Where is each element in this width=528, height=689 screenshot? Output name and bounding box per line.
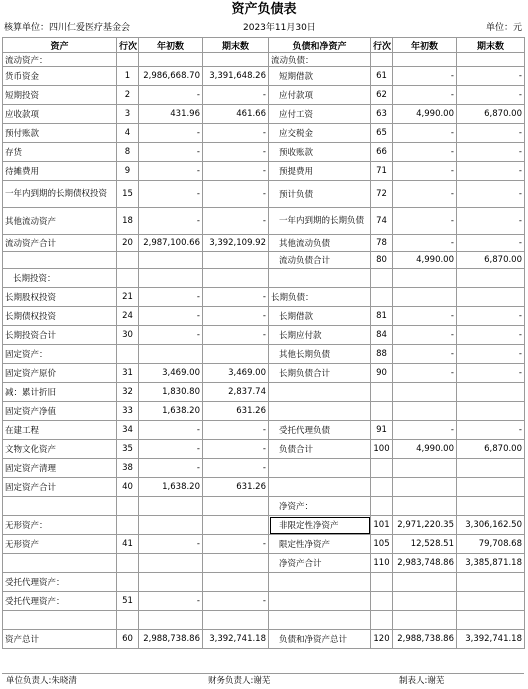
asset-name-cell[interactable]: 固定资产： <box>3 345 117 364</box>
liab-begin-cell[interactable]: - <box>393 86 457 105</box>
liab-begin-cell[interactable]: - <box>393 124 457 143</box>
table-row <box>3 573 525 592</box>
liab-begin-cell[interactable]: - <box>393 326 457 345</box>
liab-begin-cell[interactable] <box>393 269 457 288</box>
liab-end-cell[interactable] <box>457 402 525 421</box>
liab-begin-cell[interactable]: 4,990.00 <box>393 105 457 124</box>
asset-end-cell[interactable] <box>203 611 269 630</box>
asset-name-cell[interactable] <box>3 497 117 516</box>
liab-line-no-cell[interactable] <box>371 478 393 497</box>
asset-begin-cell[interactable]: 1,830.80 <box>139 383 203 402</box>
asset-begin-cell[interactable]: 2,986,668.70 <box>139 67 203 86</box>
liab-end-cell[interactable] <box>457 459 525 478</box>
asset-begin-cell[interactable]: 3,469.00 <box>139 364 203 383</box>
asset-line-no-cell[interactable]: 31 <box>117 364 139 383</box>
liab-end-cell[interactable] <box>457 288 525 307</box>
liab-begin-cell[interactable] <box>393 497 457 516</box>
asset-begin-cell[interactable] <box>139 611 203 630</box>
liab-line-no-cell[interactable]: 90 <box>371 364 393 383</box>
footer-divider <box>2 673 524 674</box>
unit-head-signature: 单位负责人:朱晓清 <box>6 676 77 686</box>
liab-end-cell[interactable] <box>457 383 525 402</box>
asset-line-no-cell[interactable]: 60 <box>117 630 139 649</box>
table-row <box>3 53 525 67</box>
asset-end-cell[interactable]: 631.26 <box>203 402 269 421</box>
asset-end-cell[interactable]: 3,392,741.18 <box>203 630 269 649</box>
asset-begin-cell[interactable]: - <box>139 459 203 478</box>
liab-name-cell[interactable]: 预收账款 <box>269 143 371 162</box>
liab-line-no-cell[interactable]: 61 <box>371 67 393 86</box>
liab-begin-cell[interactable]: - <box>393 181 457 208</box>
liab-begin-cell[interactable]: - <box>393 143 457 162</box>
liab-begin-cell[interactable]: - <box>393 235 457 252</box>
liab-end-cell[interactable]: 6,870.00 <box>457 440 525 459</box>
asset-line-no-cell[interactable]: 40 <box>117 478 139 497</box>
asset-begin-cell[interactable] <box>139 516 203 535</box>
asset-end-cell[interactable] <box>203 573 269 592</box>
col-header-line-no[interactable]: 行次 <box>117 38 139 53</box>
asset-line-no-cell[interactable]: 4 <box>117 124 139 143</box>
asset-line-no-cell[interactable]: 2 <box>117 86 139 105</box>
liab-end-cell[interactable] <box>457 269 525 288</box>
table-row <box>3 124 525 143</box>
liab-end-cell[interactable]: - <box>457 345 525 364</box>
asset-name-cell[interactable]: 在建工程 <box>3 421 117 440</box>
liab-begin-cell[interactable] <box>393 611 457 630</box>
currency-unit: 单位：元 <box>485 23 522 33</box>
liab-name-cell[interactable] <box>269 383 371 402</box>
asset-begin-cell[interactable]: 1,638.20 <box>139 478 203 497</box>
liab-line-no-cell[interactable] <box>371 402 393 421</box>
liab-name-cell[interactable]: 应交税金 <box>269 124 371 143</box>
asset-end-cell[interactable] <box>203 269 269 288</box>
liab-begin-cell[interactable]: 2,971,220.35 <box>393 516 457 535</box>
liab-line-no-cell[interactable]: 65 <box>371 124 393 143</box>
asset-begin-cell[interactable] <box>139 53 203 67</box>
col-header-begin-2[interactable]: 年初数 <box>393 38 457 53</box>
liab-line-no-cell[interactable] <box>371 288 393 307</box>
table-row <box>3 288 525 307</box>
asset-name-cell[interactable]: 预付账款 <box>3 124 117 143</box>
asset-end-cell[interactable]: - <box>203 459 269 478</box>
table-row <box>3 421 525 440</box>
liab-end-cell[interactable]: 3,306,162.50 <box>457 516 525 535</box>
liab-end-cell[interactable]: - <box>457 326 525 345</box>
liab-name-cell[interactable]: 长期负债合计 <box>269 364 371 383</box>
table-row <box>3 592 525 611</box>
asset-begin-cell[interactable]: - <box>139 421 203 440</box>
asset-line-no-cell[interactable]: 34 <box>117 421 139 440</box>
liab-line-no-cell[interactable]: 74 <box>371 208 393 235</box>
liab-name-cell[interactable] <box>269 459 371 478</box>
table-row <box>3 162 525 181</box>
liab-end-cell[interactable]: 6,870.00 <box>457 105 525 124</box>
liab-end-cell[interactable]: - <box>457 143 525 162</box>
asset-begin-cell[interactable] <box>139 573 203 592</box>
asset-end-cell[interactable]: - <box>203 592 269 611</box>
table-row <box>3 105 525 124</box>
table-row <box>3 535 525 554</box>
table-row <box>3 630 525 649</box>
liab-name-cell[interactable]: 其他流动负债 <box>269 235 371 252</box>
asset-line-no-cell[interactable] <box>117 516 139 535</box>
liab-name-cell[interactable]: 预计负债 <box>269 181 371 208</box>
liab-name-cell[interactable] <box>269 592 371 611</box>
asset-begin-cell[interactable]: - <box>139 535 203 554</box>
liab-line-no-cell[interactable]: 105 <box>371 535 393 554</box>
liab-begin-cell[interactable]: - <box>393 307 457 326</box>
asset-name-cell[interactable]: 资产总计 <box>3 630 117 649</box>
liab-begin-cell[interactable]: - <box>393 162 457 181</box>
liab-line-no-cell[interactable]: 120 <box>371 630 393 649</box>
table-row <box>3 402 525 421</box>
table-row <box>3 364 525 383</box>
liab-line-no-cell[interactable]: 78 <box>371 235 393 252</box>
liab-begin-cell[interactable]: 2,988,738.86 <box>393 630 457 649</box>
table-row <box>3 181 525 208</box>
liab-begin-cell[interactable] <box>393 573 457 592</box>
asset-begin-cell[interactable] <box>139 554 203 573</box>
liab-begin-cell[interactable]: 12,528.51 <box>393 535 457 554</box>
liab-name-cell[interactable]: 应付款项 <box>269 86 371 105</box>
liab-end-cell[interactable]: - <box>457 307 525 326</box>
col-header-assets[interactable]: 资产 <box>3 38 117 53</box>
asset-line-no-cell[interactable]: 20 <box>117 235 139 252</box>
asset-end-cell[interactable] <box>203 516 269 535</box>
liab-end-cell[interactable]: 6,870.00 <box>457 252 525 269</box>
table-row <box>3 326 525 345</box>
asset-name-cell[interactable]: 一年内到期的长期债权投资 <box>3 181 117 208</box>
liab-end-cell[interactable] <box>457 53 525 67</box>
liab-line-no-cell[interactable]: 84 <box>371 326 393 345</box>
asset-name-cell[interactable]: 待摊费用 <box>3 162 117 181</box>
asset-end-cell[interactable]: - <box>203 162 269 181</box>
asset-end-cell[interactable] <box>203 554 269 573</box>
liab-line-no-cell[interactable] <box>371 497 393 516</box>
asset-end-cell[interactable] <box>203 497 269 516</box>
asset-end-cell[interactable] <box>203 252 269 269</box>
liab-name-cell[interactable] <box>269 402 371 421</box>
liab-name-cell[interactable]: 限定性净资产 <box>269 535 371 554</box>
asset-name-cell[interactable]: 其他流动资产 <box>3 208 117 235</box>
asset-name-cell[interactable]: 无形资产： <box>3 516 117 535</box>
liab-name-cell[interactable]: 应付工资 <box>269 105 371 124</box>
asset-begin-cell[interactable]: - <box>139 86 203 105</box>
liab-name-cell[interactable] <box>269 573 371 592</box>
asset-name-cell[interactable] <box>3 554 117 573</box>
table-row <box>3 459 525 478</box>
asset-begin-cell[interactable]: - <box>139 143 203 162</box>
liab-end-cell[interactable]: 3,392,741.18 <box>457 630 525 649</box>
asset-line-no-cell[interactable]: 51 <box>117 592 139 611</box>
asset-end-cell[interactable]: 461.66 <box>203 105 269 124</box>
asset-line-no-cell[interactable]: 33 <box>117 402 139 421</box>
liab-begin-cell[interactable] <box>393 288 457 307</box>
asset-name-cell[interactable]: 长期投资合计 <box>3 326 117 345</box>
liab-name-cell[interactable]: 长期借款 <box>269 307 371 326</box>
asset-line-no-cell[interactable]: 15 <box>117 181 139 208</box>
asset-begin-cell[interactable]: - <box>139 592 203 611</box>
balance-sheet-table <box>2 37 525 649</box>
asset-begin-cell[interactable]: 2,988,738.86 <box>139 630 203 649</box>
asset-end-cell[interactable]: - <box>203 307 269 326</box>
asset-end-cell[interactable]: - <box>203 535 269 554</box>
table-row <box>3 554 525 573</box>
asset-name-cell[interactable] <box>3 252 117 269</box>
liab-line-no-cell[interactable]: 100 <box>371 440 393 459</box>
asset-begin-cell[interactable]: - <box>139 288 203 307</box>
asset-line-no-cell[interactable] <box>117 252 139 269</box>
asset-line-no-cell[interactable]: 21 <box>117 288 139 307</box>
liab-end-cell[interactable] <box>457 592 525 611</box>
table-row <box>3 516 525 535</box>
asset-begin-cell[interactable]: - <box>139 307 203 326</box>
asset-begin-cell[interactable]: - <box>139 208 203 235</box>
liab-begin-cell[interactable]: - <box>393 345 457 364</box>
asset-name-cell[interactable]: 长期债权投资 <box>3 307 117 326</box>
asset-line-no-cell[interactable]: 41 <box>117 535 139 554</box>
asset-line-no-cell[interactable]: 9 <box>117 162 139 181</box>
table-row <box>3 86 525 105</box>
col-header-end-2[interactable]: 期末数 <box>457 38 525 53</box>
asset-name-cell[interactable]: 受托代理资产： <box>3 592 117 611</box>
asset-begin-cell[interactable]: 431.96 <box>139 105 203 124</box>
liab-begin-cell[interactable]: - <box>393 421 457 440</box>
asset-line-no-cell[interactable] <box>117 573 139 592</box>
liab-line-no-cell[interactable]: 81 <box>371 307 393 326</box>
asset-line-no-cell[interactable] <box>117 611 139 630</box>
liab-name-cell[interactable]: 负债合计 <box>269 440 371 459</box>
liab-begin-cell[interactable] <box>393 478 457 497</box>
asset-end-cell[interactable]: - <box>203 288 269 307</box>
report-title: 资产负债表 <box>231 2 297 17</box>
liab-end-cell[interactable]: - <box>457 235 525 252</box>
asset-line-no-cell[interactable]: 30 <box>117 326 139 345</box>
asset-line-no-cell[interactable]: 1 <box>117 67 139 86</box>
liab-begin-cell[interactable] <box>393 402 457 421</box>
asset-begin-cell[interactable]: - <box>139 326 203 345</box>
asset-line-no-cell[interactable] <box>117 497 139 516</box>
col-header-line-no-2[interactable]: 行次 <box>371 38 393 53</box>
col-header-begin[interactable]: 年初数 <box>139 38 203 53</box>
liab-line-no-cell[interactable]: 66 <box>371 143 393 162</box>
liab-line-no-cell[interactable]: 72 <box>371 181 393 208</box>
liab-end-cell[interactable] <box>457 573 525 592</box>
asset-begin-cell[interactable] <box>139 252 203 269</box>
asset-name-cell[interactable]: 长期股权投资 <box>3 288 117 307</box>
report-date: 2023年11月30日 <box>243 23 316 33</box>
col-header-liabilities[interactable]: 负债和净资产 <box>269 38 371 53</box>
liab-begin-cell[interactable]: - <box>393 208 457 235</box>
liab-line-no-cell[interactable]: 101 <box>371 516 393 535</box>
table-row <box>3 252 525 269</box>
asset-begin-cell[interactable] <box>139 345 203 364</box>
liab-line-no-cell[interactable] <box>371 573 393 592</box>
asset-line-no-cell[interactable] <box>117 554 139 573</box>
liab-begin-cell[interactable]: - <box>393 67 457 86</box>
liab-end-cell[interactable] <box>457 497 525 516</box>
liab-end-cell[interactable] <box>457 478 525 497</box>
table-row <box>3 307 525 326</box>
liab-end-cell[interactable]: 3,385,871.18 <box>457 554 525 573</box>
liab-begin-cell[interactable]: - <box>393 364 457 383</box>
asset-end-cell[interactable] <box>203 53 269 67</box>
liab-line-no-cell[interactable] <box>371 592 393 611</box>
liab-begin-cell[interactable] <box>393 459 457 478</box>
liab-name-cell[interactable]: 受托代理负债 <box>269 421 371 440</box>
asset-end-cell[interactable]: 3,469.00 <box>203 364 269 383</box>
liab-line-no-cell[interactable] <box>371 383 393 402</box>
table-row <box>3 383 525 402</box>
table-row <box>3 478 525 497</box>
asset-name-cell[interactable]: 长期投资： <box>3 269 117 288</box>
asset-name-cell[interactable]: 受托代理资产： <box>3 573 117 592</box>
liab-end-cell[interactable]: - <box>457 181 525 208</box>
liab-name-cell[interactable]: 净资产合计 <box>269 554 371 573</box>
liab-end-cell[interactable]: - <box>457 86 525 105</box>
asset-name-cell[interactable]: 固定资产原价 <box>3 364 117 383</box>
liab-name-cell[interactable]: 负债和净资产总计 <box>269 630 371 649</box>
finance-head-signature: 财务负责人:谢芜 <box>208 676 271 686</box>
liab-name-cell[interactable]: 流动负债合计 <box>269 252 371 269</box>
liab-end-cell[interactable]: - <box>457 364 525 383</box>
liab-name-cell[interactable]: 非限定性净资产 <box>269 516 371 535</box>
liab-end-cell[interactable]: - <box>457 162 525 181</box>
asset-name-cell[interactable]: 固定资产净值 <box>3 402 117 421</box>
asset-end-cell[interactable]: - <box>203 86 269 105</box>
liab-begin-cell[interactable] <box>393 383 457 402</box>
asset-end-cell[interactable]: - <box>203 208 269 235</box>
asset-begin-cell[interactable]: - <box>139 440 203 459</box>
liab-line-no-cell[interactable] <box>371 53 393 67</box>
asset-end-cell[interactable]: 2,837.74 <box>203 383 269 402</box>
asset-begin-cell[interactable]: - <box>139 181 203 208</box>
table-row <box>3 143 525 162</box>
table-row <box>3 440 525 459</box>
asset-begin-cell[interactable] <box>139 497 203 516</box>
asset-begin-cell[interactable]: - <box>139 162 203 181</box>
liab-end-cell[interactable]: - <box>457 421 525 440</box>
liab-name-cell[interactable]: 一年内到期的长期负债 <box>269 208 371 235</box>
liab-name-cell[interactable] <box>269 478 371 497</box>
asset-line-no-cell[interactable]: 32 <box>117 383 139 402</box>
liab-end-cell[interactable]: - <box>457 124 525 143</box>
asset-name-cell[interactable]: 流动资产合计 <box>3 235 117 252</box>
asset-begin-cell[interactable]: 2,987,100.66 <box>139 235 203 252</box>
liab-line-no-cell[interactable]: 88 <box>371 345 393 364</box>
asset-line-no-cell[interactable] <box>117 269 139 288</box>
liab-end-cell[interactable] <box>457 611 525 630</box>
asset-end-cell[interactable]: - <box>203 421 269 440</box>
table-row <box>3 208 525 235</box>
asset-line-no-cell[interactable]: 3 <box>117 105 139 124</box>
liab-name-cell[interactable] <box>269 269 371 288</box>
liab-line-no-cell[interactable] <box>371 269 393 288</box>
liab-line-no-cell[interactable]: 110 <box>371 554 393 573</box>
liab-line-no-cell[interactable]: 91 <box>371 421 393 440</box>
liab-name-cell[interactable]: 流动负债： <box>269 53 371 67</box>
liab-end-cell[interactable]: - <box>457 67 525 86</box>
liab-begin-cell[interactable] <box>393 592 457 611</box>
asset-end-cell[interactable]: 3,392,109.92 <box>203 235 269 252</box>
asset-name-cell[interactable]: 无形资产 <box>3 535 117 554</box>
asset-line-no-cell[interactable]: 18 <box>117 208 139 235</box>
asset-end-cell[interactable]: 3,391,648.26 <box>203 67 269 86</box>
liab-line-no-cell[interactable]: 62 <box>371 86 393 105</box>
liab-line-no-cell[interactable] <box>371 459 393 478</box>
asset-name-cell[interactable]: 短期投资 <box>3 86 117 105</box>
asset-end-cell[interactable]: - <box>203 440 269 459</box>
asset-name-cell[interactable]: 货币资金 <box>3 67 117 86</box>
asset-line-no-cell[interactable]: 8 <box>117 143 139 162</box>
table-header-row <box>3 38 525 53</box>
liab-line-no-cell[interactable]: 71 <box>371 162 393 181</box>
table-row <box>3 67 525 86</box>
asset-begin-cell[interactable]: 1,638.20 <box>139 402 203 421</box>
asset-name-cell[interactable]: 流动资产： <box>3 53 117 67</box>
liab-name-cell[interactable]: 预提费用 <box>269 162 371 181</box>
asset-line-no-cell[interactable] <box>117 345 139 364</box>
liab-line-no-cell[interactable]: 63 <box>371 105 393 124</box>
asset-name-cell[interactable]: 应收款项 <box>3 105 117 124</box>
asset-end-cell[interactable]: - <box>203 143 269 162</box>
table-row <box>3 235 525 252</box>
asset-name-cell[interactable]: 固定资产清理 <box>3 459 117 478</box>
preparer-signature: 制表人:谢芜 <box>399 676 445 686</box>
liab-end-cell[interactable]: - <box>457 208 525 235</box>
asset-line-no-cell[interactable] <box>117 53 139 67</box>
asset-name-cell[interactable]: 减：累计折旧 <box>3 383 117 402</box>
liab-begin-cell[interactable]: 2,983,748.86 <box>393 554 457 573</box>
asset-end-cell[interactable]: - <box>203 326 269 345</box>
liab-begin-cell[interactable]: 4,990.00 <box>393 440 457 459</box>
table-row <box>3 269 525 288</box>
table-row <box>3 611 525 630</box>
liab-begin-cell[interactable] <box>393 53 457 67</box>
liab-name-cell[interactable]: 长期负债： <box>269 288 371 307</box>
asset-end-cell[interactable]: 631.26 <box>203 478 269 497</box>
table-row <box>3 497 525 516</box>
asset-begin-cell[interactable]: - <box>139 124 203 143</box>
liab-line-no-cell[interactable]: 80 <box>371 252 393 269</box>
asset-end-cell[interactable] <box>203 345 269 364</box>
asset-line-no-cell[interactable]: 35 <box>117 440 139 459</box>
col-header-end[interactable]: 期末数 <box>203 38 269 53</box>
liab-name-cell[interactable]: 净资产： <box>269 497 371 516</box>
liab-name-cell[interactable]: 短期借款 <box>269 67 371 86</box>
asset-name-cell[interactable] <box>3 611 117 630</box>
asset-name-cell[interactable]: 存货 <box>3 143 117 162</box>
liab-line-no-cell[interactable] <box>371 611 393 630</box>
accounting-unit: 核算单位：四川仁爱医疗基金会 <box>4 23 131 33</box>
asset-begin-cell[interactable] <box>139 269 203 288</box>
asset-end-cell[interactable]: - <box>203 181 269 208</box>
liab-begin-cell[interactable]: 4,990.00 <box>393 252 457 269</box>
liab-name-cell[interactable]: 长期应付款 <box>269 326 371 345</box>
asset-end-cell[interactable]: - <box>203 124 269 143</box>
liab-name-cell[interactable] <box>269 611 371 630</box>
asset-line-no-cell[interactable]: 24 <box>117 307 139 326</box>
table-row <box>3 345 525 364</box>
asset-name-cell[interactable]: 文物文化资产 <box>3 440 117 459</box>
asset-line-no-cell[interactable]: 38 <box>117 459 139 478</box>
liab-end-cell[interactable]: 79,708.68 <box>457 535 525 554</box>
liab-name-cell[interactable]: 其他长期负债 <box>269 345 371 364</box>
asset-name-cell[interactable]: 固定资产合计 <box>3 478 117 497</box>
